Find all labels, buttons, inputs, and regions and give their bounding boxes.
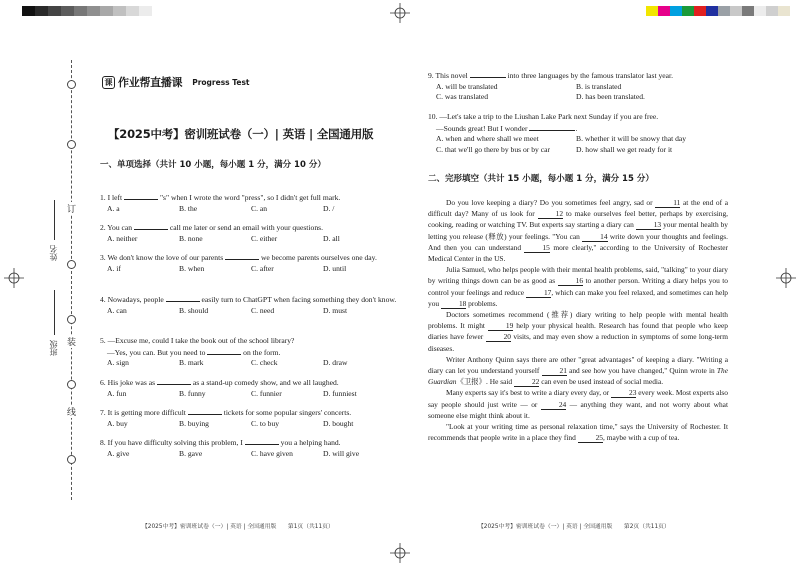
question-3: 3. We don't know the love of our parents we become parents ourselves one day. A. if B. when C. after D. until (100, 253, 377, 273)
blank-number: 21 (542, 367, 567, 376)
blank-number: 13 (636, 221, 661, 230)
brand-name: 作业帮直播课 (118, 76, 183, 89)
brand-logo-icon: 课 (102, 76, 115, 89)
blank-number: 20 (486, 333, 511, 342)
question-7: 7. It is getting more difficult tickets for some popular singers' concerts. A. buy B. buying C. to buy D. bought (100, 408, 354, 428)
color-calibration-bar (646, 6, 790, 16)
question-1: 1. I left "s" when I wrote the word "press", so I didn't get full mark. A. a B. the C. an D. / (100, 193, 341, 213)
registration-mark-left (4, 268, 24, 288)
binding-glyph: 线 (66, 407, 76, 417)
grayscale-calibration-bar (22, 6, 152, 16)
passage-paragraph: Many experts say it's best to write a diary every day, or 23 every week. Most experts also say people should just write — or 24 — anything they want, and not worry about what someone else might think about it. (428, 388, 729, 420)
passage-paragraph: "Look at your writing time as personal relaxation time," says the University of Rochester. It recommends that people write in a place they find 25, maybe with a cup of tea. (428, 422, 728, 443)
question-9: 9. This novel into three languages by the famous translator last year. A. will be translated B. is translated C. was translated D. has been translated. (428, 71, 674, 101)
cloze-passage (428, 197, 728, 443)
blank-number: 24 (541, 401, 566, 410)
blank-number: 11 (655, 199, 680, 208)
section-heading-multiple-choice: 一、单项选择（共计 10 小题，每小题 1 分，满分 10 分） (100, 160, 326, 170)
blank-number: 22 (514, 378, 539, 387)
blank-number: 16 (558, 277, 583, 286)
name-field-label: 姓名 (49, 245, 58, 261)
binding-margin (62, 60, 82, 500)
page-footer-right: 【2025中考】密训班试卷（一）| 英语 | 全国通用版 第2页（共11页） (478, 524, 670, 530)
binding-glyph: 订 (66, 204, 76, 214)
exam-title: 【2025中考】密训班试卷（一）| 英语 | 全国通用版 (108, 127, 374, 141)
blank-number: 19 (488, 322, 513, 331)
blank-number: 18 (441, 300, 466, 309)
blank-number: 17 (526, 289, 551, 298)
registration-mark-right (776, 268, 796, 288)
question-10: 10. —Let's take a trip to the Liushan Lake Park next Sunday if you are free. —Sounds great! But I wonder . A. when and where shall we meet B. whether it will be snowy that day C. that we'll go there by bus or by car D. how shall we get ready for it (428, 112, 687, 154)
question-5: 5. —Excuse me, could I take the book out of the school library? —Yes, you can. But you need to on the form. A. sign B. mark C. check D. draw (100, 336, 348, 367)
class-field-label: 班级 (49, 340, 58, 356)
question-6: 6. His joke was as as a stand-up comedy show, and we all laughed. A. fun B. funny C. funnier D. funniest (100, 378, 357, 398)
binding-glyph: 装 (66, 337, 76, 347)
registration-mark-top (390, 3, 410, 23)
question-4: 4. Nowadays, people easily turn to ChatGPT when facing something they don't know. A. can B. should C. need D. must (100, 295, 397, 315)
registration-mark-bottom (390, 543, 410, 563)
class-field-line[interactable] (54, 290, 55, 335)
name-field-line[interactable] (54, 200, 55, 240)
brand-subtitle: Progress Test (192, 77, 250, 87)
blank-number: 12 (538, 210, 563, 219)
blank-number: 25 (578, 434, 603, 443)
question-2: 2. You can call me later or send an email with your questions. A. neither B. none C. either D. all (100, 223, 340, 243)
page-footer-left: 【2025中考】密训班试卷（一）| 英语 | 全国通用版 第1页（共11页） (142, 524, 334, 530)
section-heading-cloze: 二、完形填空（共计 15 小题，每小题 1 分，满分 15 分） (428, 174, 654, 184)
passage-paragraph: Writer Anthony Quinn says there are other "great advantages" of keeping a diary. "Writing a diary can let you understand yourself 21 and see how you have changed," Quinn wrote in The Guardian《卫报》. He said 22 can even be used instead of social media. (428, 354, 728, 387)
question-8: 8. If you have difficulty solving this problem, I you a helping hand. A. give B. gave C. have given D. will give (100, 438, 360, 458)
passage-paragraph: Julia Samuel, who helps people with their mental health problems, said, "talking" to your diary by writing things down can be as good as 16 to another person. Writing a diary helps you to control your feelings and reduce 17, which can make you feel relaxed, and sometimes can help you 18 problems. (428, 265, 728, 308)
blank-number: 23 (611, 389, 636, 398)
newspaper-title: The Guardian (428, 366, 728, 387)
brand-header (102, 74, 250, 90)
blank-number: 15 (524, 244, 549, 253)
passage-paragraph: Doctors sometimes recommend (推荐) diary writing to help people with mental health problems. It might 19 help your physical health. Research has found that people who keep diaries have fewer 20 visits, and may even show a reduction in symptoms of some long-term diseases. (428, 310, 729, 353)
blank-number: 14 (582, 233, 607, 242)
passage-paragraph: Do you love keeping a diary? Do you sometimes feel angry, sad or 11 at the end of a difficult day? Many of us look for 12 to make ourselves feel better, perhaps by exercising, cooking, reading or watching TV. But experts say starting a diary can 13 your mental health by letting you release (释放) your feelings. "You can 14 write down your thoughts and feelings. And then you can understand 15 more clearly," according to the University of Rochester Medical Center in the US. (428, 198, 728, 264)
